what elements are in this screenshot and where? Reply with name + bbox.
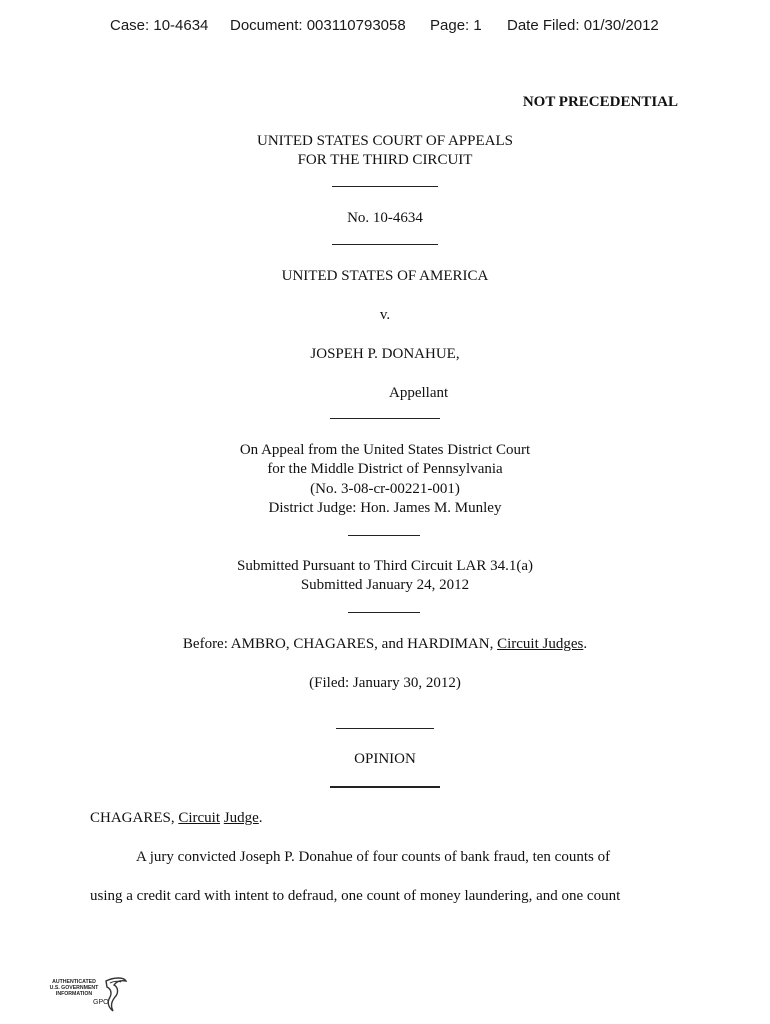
submission-line2: Submitted January 24, 2012 (300, 577, 470, 593)
caption-role: Appellant (389, 385, 449, 401)
panel-judges-suffix: . (583, 636, 588, 652)
author-suffix: . (258, 810, 263, 826)
divider-rule (330, 786, 440, 788)
precedential-status: NOT PRECEDENTIAL (522, 94, 678, 110)
author-name: CHAGARES, (90, 810, 179, 826)
gpo-eagle-icon (44, 975, 128, 1017)
divider-rule (332, 244, 438, 245)
divider-rule (336, 728, 434, 729)
header-document: Document: 003110793058 (230, 17, 406, 34)
submission-line1: Submitted Pursuant to Third Circuit LAR 34.1(a) (237, 558, 533, 574)
gpo-text-line3: INFORMATION (55, 991, 93, 997)
appeal-line1: On Appeal from the United States District Court (239, 442, 531, 458)
gpo-text-line1: AUTHENTICATED (52, 979, 96, 985)
gpo-text-line4: GPO (93, 999, 109, 1006)
opinion-heading: OPINION (354, 751, 416, 767)
panel-judges (0, 635, 770, 654)
header-page: Page: 1 (430, 17, 482, 34)
appeal-line3: (No. 3-08-cr-00221-001) (310, 481, 460, 497)
gpo-authentication-logo (44, 975, 128, 1017)
caption-defendant: JOSPEH P. DONAHUE, (310, 346, 460, 362)
filed-date: (Filed: January 30, 2012) (309, 675, 461, 691)
panel-judges-names: Before: AMBRO, CHAGARES, and HARDIMAN, (182, 636, 498, 652)
appeal-line2: for the Middle District of Pennsylvania (267, 461, 503, 477)
header-case: Case: 10-4634 (110, 17, 209, 34)
court-name-line1: UNITED STATES COURT OF APPEALS (257, 133, 513, 149)
divider-rule (332, 186, 438, 187)
panel-judges-title: Circuit Judges (497, 636, 584, 652)
body-text-line1: A jury convicted Joseph P. Donahue of four counts of bank fraud, ten counts of (136, 849, 611, 865)
appeal-line4: District Judge: Hon. James M. Munley (268, 500, 502, 516)
opinion-author (90, 809, 263, 828)
caption-plaintiff: UNITED STATES OF AMERICA (281, 268, 489, 284)
court-name-line2: FOR THE THIRD CIRCUIT (297, 152, 473, 168)
docket-number: No. 10-4634 (347, 210, 423, 226)
caption-versus: v. (379, 307, 391, 323)
author-title-word1: Circuit (178, 810, 221, 826)
author-title-word2: Judge (223, 810, 259, 826)
header-date-filed: Date Filed: 01/30/2012 (507, 17, 659, 34)
divider-rule (330, 418, 440, 419)
gpo-text-line2: U.S. GOVERNMENT (49, 985, 99, 991)
body-text-line2: using a credit card with intent to defraud, one count of money laundering, and one count (90, 888, 621, 904)
divider-rule (348, 535, 420, 536)
divider-rule (348, 612, 420, 613)
